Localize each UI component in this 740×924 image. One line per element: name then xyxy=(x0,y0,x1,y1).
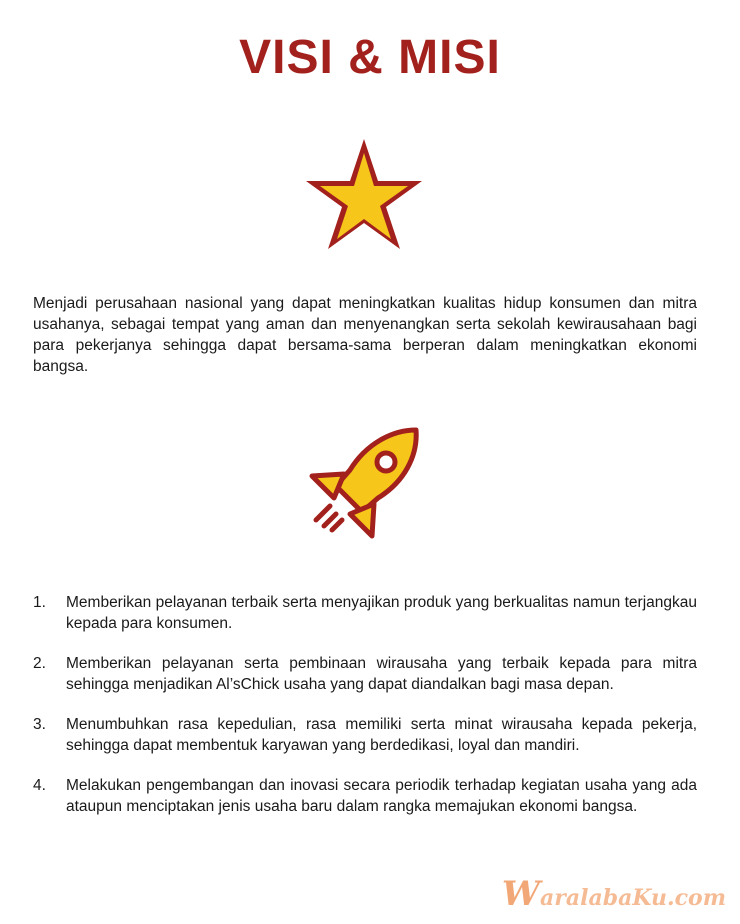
star-icon xyxy=(302,135,426,253)
list-item xyxy=(33,592,697,634)
page-title: VISI & MISI xyxy=(239,31,501,84)
list-text: Memberikan pelayanan serta pembinaan wirausaha yang terbaik kepada para mitra sehingga menjadikan Al’sChick usaha yang dapat diandalkan bagi masa depan. xyxy=(66,655,697,693)
list-text: Menumbuhkan rasa kepedulian, rasa memiliki serta minat wirausaha kepada pekerja, sehingga dapat membentuk karyawan yang berdedikasi, loyal dan mandiri. xyxy=(66,716,697,754)
misi-list xyxy=(33,592,697,836)
list-item xyxy=(33,714,697,756)
list-text: Melakukan pengembangan dan inovasi secara periodik terhadap kegiatan usaha yang ada ataupun menciptakan jenis usaha baru dalam rangka memajukan ekonomi bangsa. xyxy=(66,777,697,815)
rocket-icon xyxy=(306,426,422,542)
list-item xyxy=(33,775,697,817)
list-number: 4. xyxy=(33,777,46,794)
watermark-logo: WaralabaKu.com xyxy=(501,874,726,914)
visi-paragraph: Menjadi perusahaan nasional yang dapat meningkatkan kualitas hidup konsumen dan mitra usahanya, sebagai tempat yang aman dan menyenangkan serta sekolah kewirausahaan bagi para pekerjanya sehingga dapat bersama-sama berperan dalam meningkatkan ekonomi bangsa. xyxy=(33,295,697,375)
list-text: Memberikan pelayanan terbaik serta menyajikan produk yang berkualitas namun terjangkau kepada para konsumen. xyxy=(66,594,697,632)
list-number: 2. xyxy=(33,655,46,672)
list-number: 1. xyxy=(33,594,46,611)
list-number: 3. xyxy=(33,716,46,733)
list-item xyxy=(33,653,697,695)
